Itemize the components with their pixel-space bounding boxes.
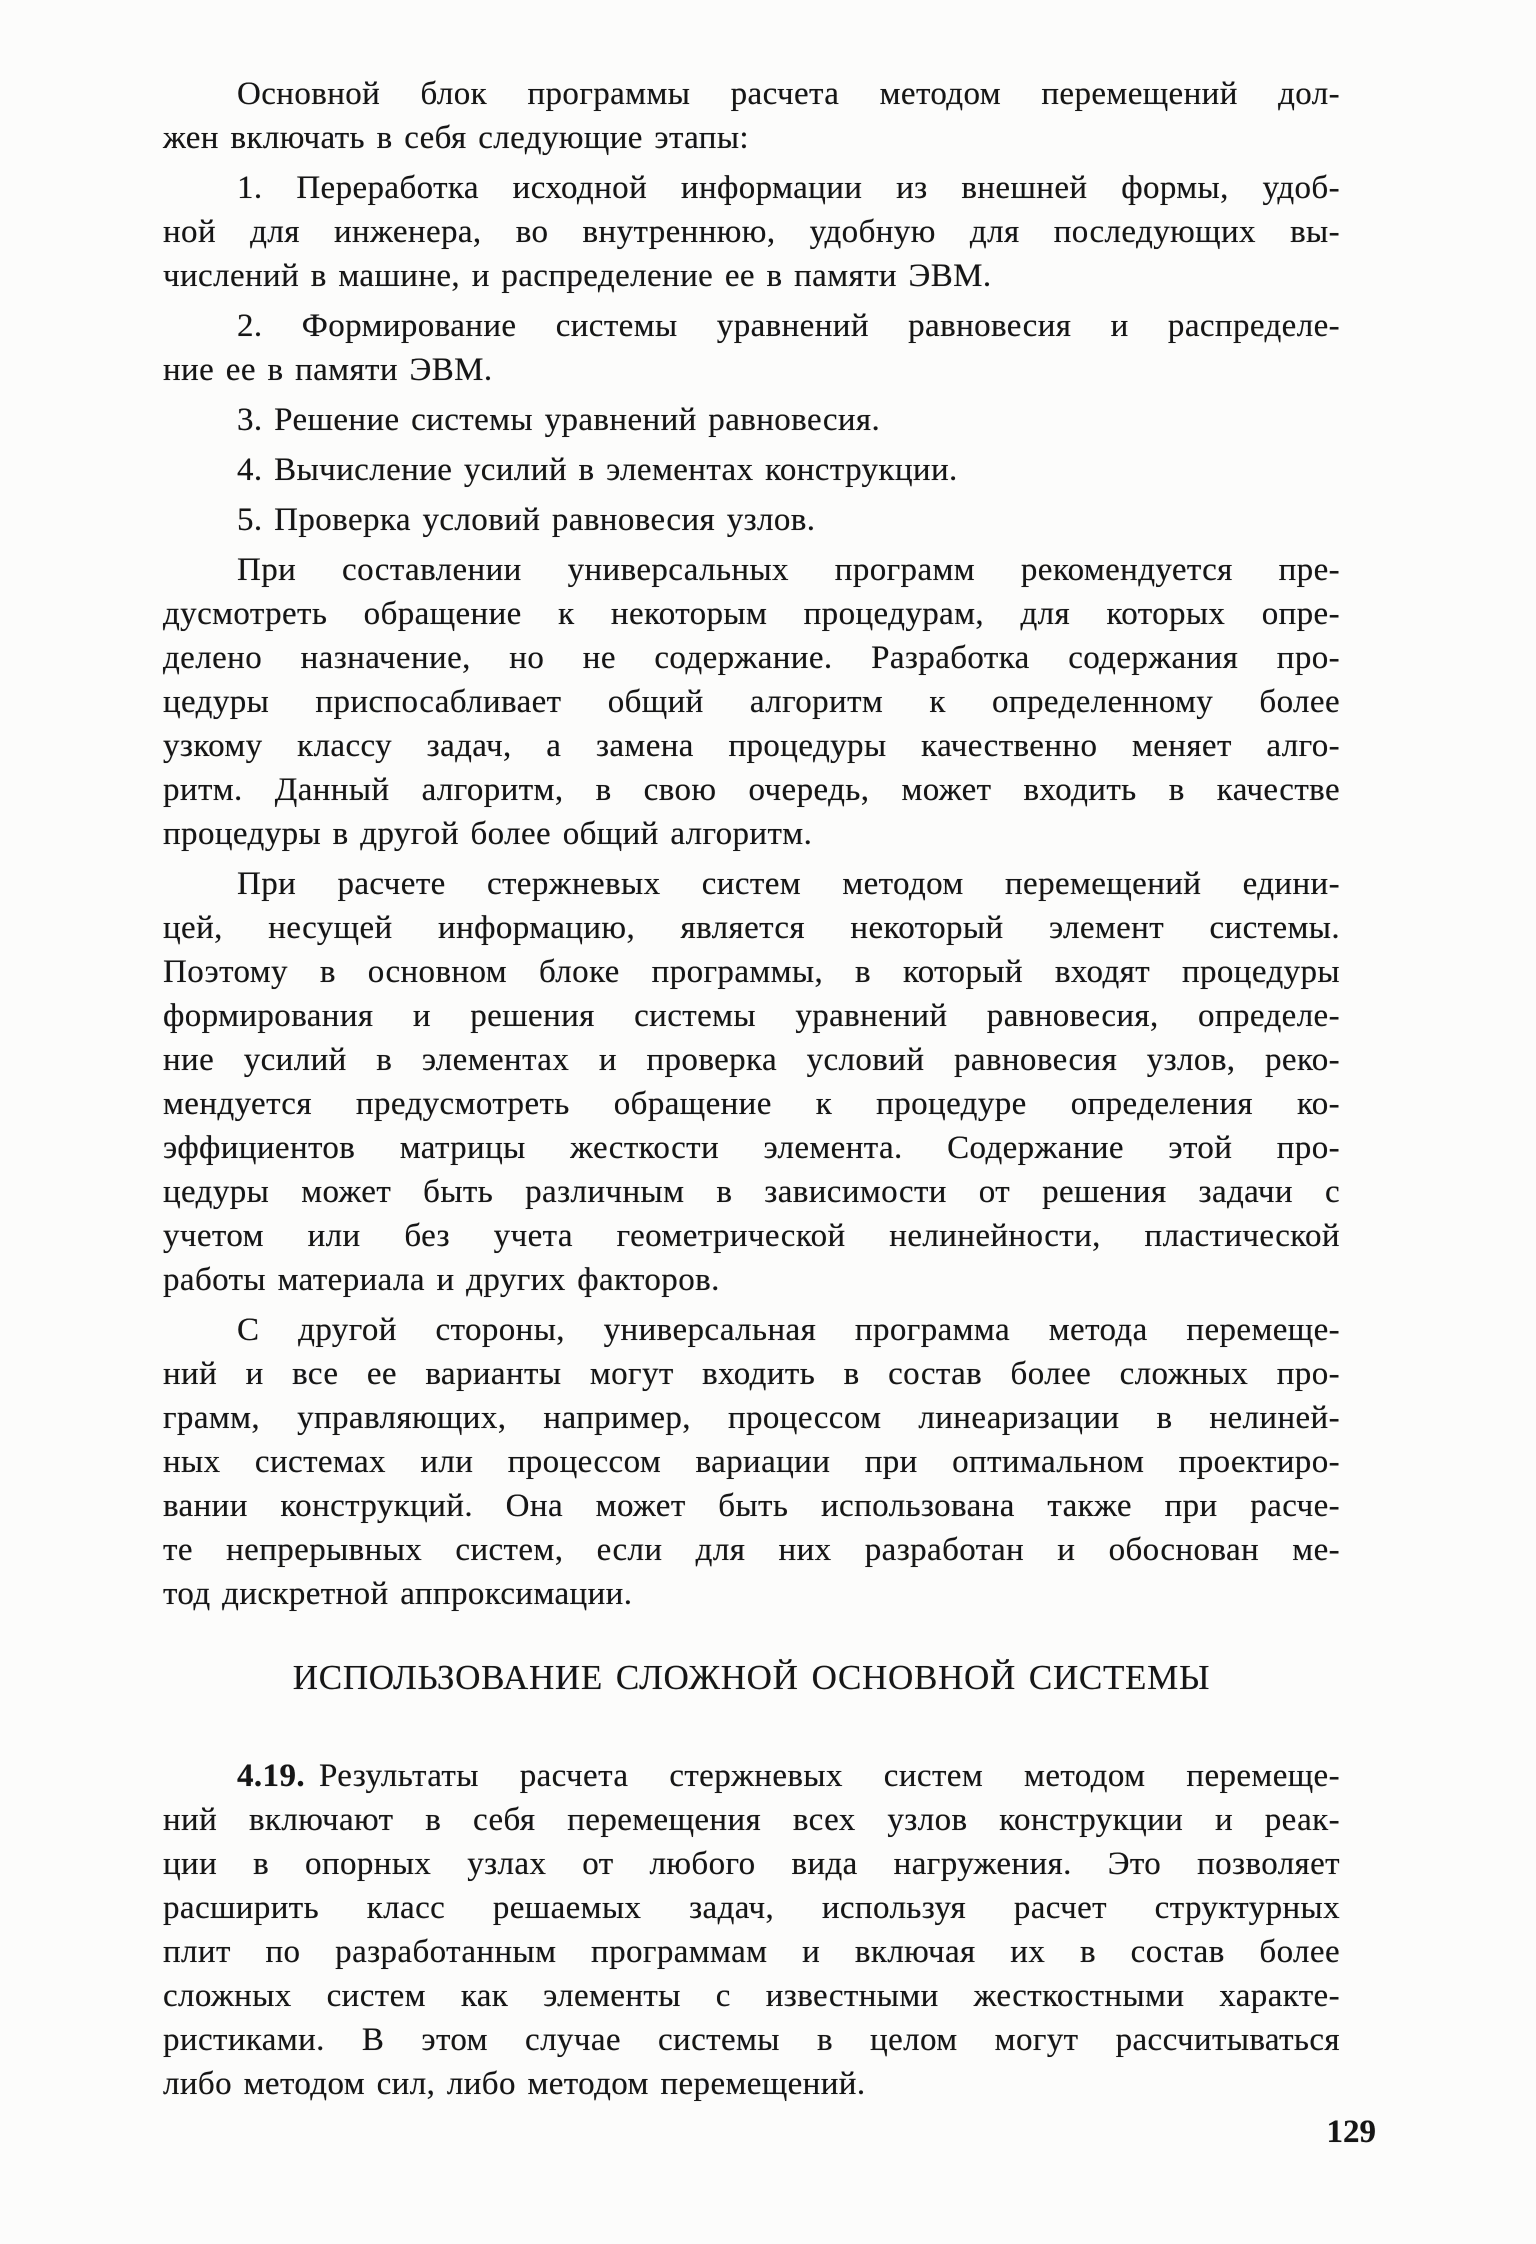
list-item-1: [163, 166, 1340, 298]
paragraph-intro: [163, 72, 1340, 160]
text-line: ние ее в памяти ЭВМ.: [163, 352, 493, 388]
text-line: вании конструкций. Она может быть использована также при расче-: [163, 1488, 1340, 1524]
text-block: [163, 72, 1340, 2106]
text-line: ной для инженера, во внутреннюю, удобную для последующих вы-: [163, 214, 1340, 250]
text-line: ных системах или процессом вариации при оптимальном проектиро-: [163, 1444, 1340, 1480]
text-line: работы материала и других факторов.: [163, 1262, 720, 1298]
text-line: ний включают в себя перемещения всех узлов конструкции и реак-: [163, 1802, 1340, 1838]
paragraph-universal-program: [163, 1308, 1340, 1616]
page-number: 129: [1326, 2114, 1376, 2150]
text-line: 3. Решение системы уравнений равновесия.: [237, 402, 881, 438]
text-line-rest: Результаты расчета стержневых систем методом перемеще-: [318, 1758, 1340, 1794]
text-line: узкому классу задач, а замена процедуры качественно меняет алго-: [163, 728, 1340, 764]
text-line: расширить класс решаемых задач, используя расчет структурных: [163, 1890, 1340, 1926]
text-line: 4. Вычисление усилий в элементах конструкции.: [237, 452, 958, 488]
text-line: цей, несущей информацию, является некоторый элемент системы.: [163, 910, 1340, 946]
list-item-2: [163, 304, 1340, 392]
text-line: Поэтому в основном блоке программы, в который входят процедуры: [163, 954, 1340, 990]
text-line: тод дискретной аппроксимации.: [163, 1576, 633, 1612]
text-line: делено назначение, но не содержание. Разработка содержания про-: [163, 640, 1340, 676]
text-line: сложных систем как элементы с известными жесткостными характе-: [163, 1978, 1340, 2014]
text-line: либо методом сил, либо методом перемещений.: [163, 2066, 866, 2102]
text-line: цедуры приспосабливает общий алгоритм к определенному более: [163, 684, 1340, 720]
text-line: ний и все ее варианты могут входить в состав более сложных про-: [163, 1356, 1340, 1392]
text-line: ции в опорных узлах от любого вида нагружения. Это позволяет: [163, 1846, 1340, 1882]
text-line: При составлении универсальных программ рекомендуется пре-: [237, 552, 1340, 588]
text-line: те непрерывных систем, если для них разработан и обоснован ме-: [163, 1532, 1340, 1568]
section-heading: ИСПОЛЬЗОВАНИЕ СЛОЖНОЙ ОСНОВНОЙ СИСТЕМЫ: [292, 1658, 1211, 1697]
text-line: формирования и решения системы уравнений равновесия, определе-: [163, 998, 1340, 1034]
text-line: числений в машине, и распределение ее в памяти ЭВМ.: [163, 258, 992, 294]
text-line: цедуры может быть различным в зависимости от решения задачи с: [163, 1174, 1340, 1210]
text-line: грамм, управляющих, например, процессом линеаризации в нелиней-: [163, 1400, 1340, 1436]
text-line: С другой стороны, универсальная программа метода перемеще-: [237, 1312, 1340, 1348]
paragraph-4-19: [163, 1754, 1340, 2106]
text-line: учетом или без учета геометрической нелинейности, пластической: [163, 1218, 1340, 1254]
text-line: плит по разработанным программам и включая их в состав более: [163, 1934, 1340, 1970]
text-line: дусмотреть обращение к некоторым процедурам, для которых опре-: [163, 596, 1340, 632]
paragraph-stiffness-matrix: [163, 862, 1340, 1302]
text-line: мендуется предусмотреть обращение к процедуре определения ко-: [163, 1086, 1340, 1122]
text-line: 1. Переработка исходной информации из внешней формы, удоб-: [237, 170, 1340, 206]
text-line: Основной блок программы расчета методом перемещений дол-: [237, 76, 1340, 112]
text-line: При расчете стержневых систем методом перемещений едини-: [237, 866, 1340, 902]
text-line: ритм. Данный алгоритм, в свою очередь, может входить в качестве: [163, 772, 1340, 808]
text-line: [163, 1754, 1340, 1798]
text-line: процедуры в другой более общий алгоритм.: [163, 816, 813, 852]
clause-number: 4.19.: [237, 1758, 305, 1794]
list-item-3: [163, 398, 1340, 442]
list-item-4: [163, 448, 1340, 492]
text-line: ние усилий в элементах и проверка условий равновесия узлов, реко-: [163, 1042, 1340, 1078]
list-item-5: [163, 498, 1340, 542]
text-line: жен включать в себя следующие этапы:: [163, 120, 749, 156]
text-line: 2. Формирование системы уравнений равновесия и распределе-: [237, 308, 1340, 344]
text-line: ристиками. В этом случае системы в целом могут рассчитываться: [163, 2022, 1340, 2058]
paragraph-procedures: [163, 548, 1340, 856]
text-line: 5. Проверка условий равновесия узлов.: [237, 502, 816, 538]
text-line: эффициентов матрицы жесткости элемента. Содержание этой про-: [163, 1130, 1340, 1166]
